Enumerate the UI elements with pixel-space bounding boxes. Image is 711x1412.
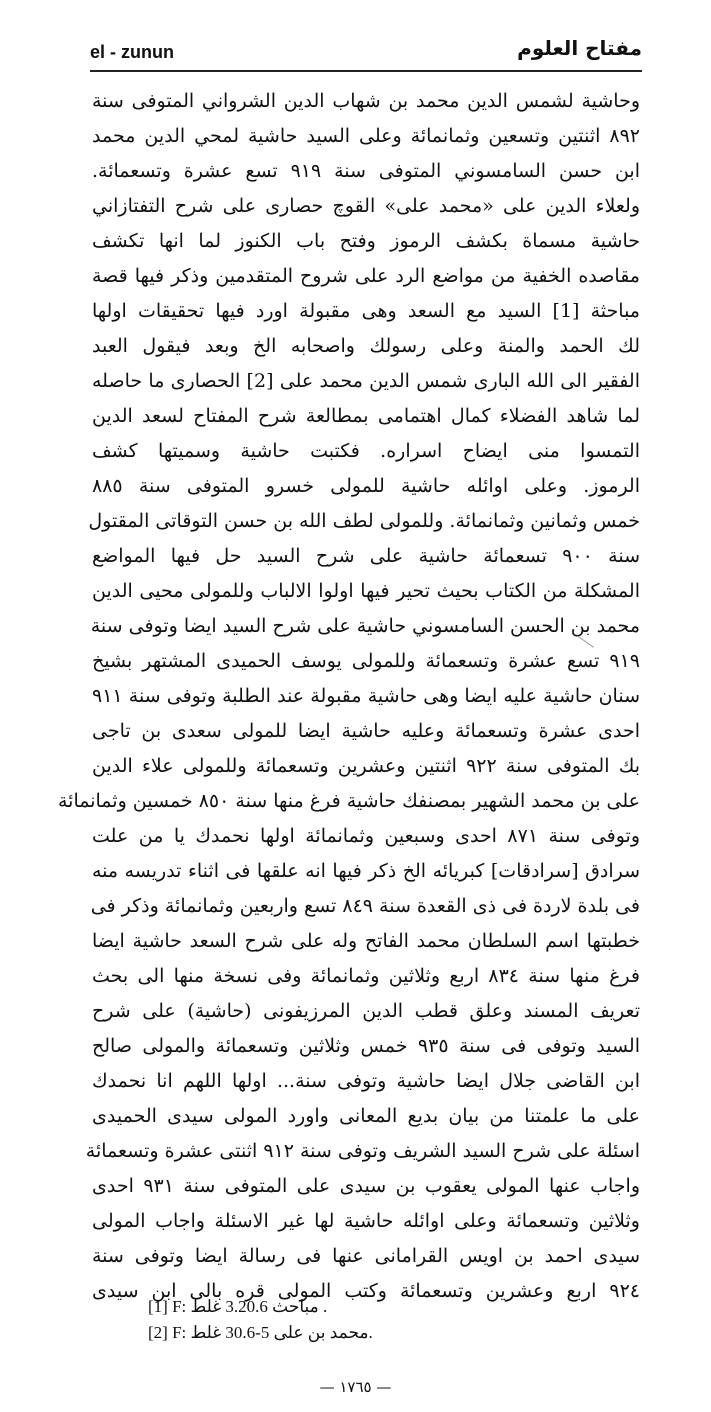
header-book-title-latin: el - zunun: [90, 42, 174, 62]
text-line: بك المتوفى سنة ٩٢٢ اثنتين وعشرين وتسعمائة وللمولى علاء الدين: [92, 755, 641, 777]
text-line: واجاب عنها المولى يعقوب بن سيدى على المتوفى سنة ٩٣١ احدى: [92, 1175, 640, 1197]
text-line: خطبتها اسم السلطان محمد الفاتح وله على شرح السعد حاشية ايضا: [92, 930, 640, 952]
text-line: ولعلاء الدين على «محمد على» القوچ حصارى على شرح التفتازاني: [92, 195, 640, 217]
text-line: خمس وثمانين وثمانمائة. وللمولى لطف الله بن حسن التوقاتى المقتول: [88, 510, 640, 532]
text-line: المشكلة من الكتاب بحيث تحير فيها اولوا الالباب وللمولى محيى الدين: [92, 580, 640, 602]
text-line: حاشية مسماة بكشف الرموز وفتح باب الكنوز لما انها تكشف: [92, 230, 640, 252]
text-line: وثلاثين وتسعمائة وعلى اوائله حاشية لها غير الاسئلة واجاب المولى: [92, 1210, 640, 1232]
text-line: سيدى احمد بن اويس القرامانى عنها فى رسالة ايضا وتوفى سنة: [92, 1245, 640, 1267]
text-line: ٨٩٢ اثنتين وتسعين وثمانمائة وعلى السيد حاشية لمحي الدين محمد: [92, 125, 640, 147]
text-line: اسئلة على شرح السيد الشريف وتوفى سنة ٩١٢ اثنتى عشرة وتسعمائة: [85, 1140, 640, 1162]
text-line: تعريف المسند وعلق قطب الدين المرزيفونى (حاشية) على شرح: [92, 1000, 640, 1022]
text-line: احدى عشرة وتسعمائة وعليه حاشية ايضا للمولى سعدى بن تاجى: [92, 720, 640, 742]
text-line: لما شاهد الفضلاء كمال اهتمامى بمطالعة شرح المفتاح لسعد الدين: [92, 405, 640, 427]
header-section-title: مفتاح العلوم: [517, 36, 642, 60]
footnote-1: [1] F: مباحث 3.20.6 غلط .: [148, 1297, 328, 1316]
text-line: على بن محمد الشهير بمصنفك حاشية فرغ منها سنة ٨٥٠ خمسين وثمانمائة: [57, 790, 640, 812]
text-line: الفقير الى الله البارى شمس الدين محمد على [2] الحصارى ما حاصله: [92, 370, 640, 392]
text-line: سنان حاشية عليه ايضا وهى حاشية مقبولة عند الطلبة وتوفى سنة ٩١١: [92, 685, 640, 707]
text-line: وحاشية لشمس الدين محمد بن شهاب الدين الشرواني المتوفى سنة: [92, 90, 640, 112]
text-line: السيد وتوفى فى سنة ٩٣٥ خمس وثلاثين وتسعمائة والمولى صالح: [92, 1035, 640, 1057]
text-line: فى بلدة لاردة فى ذى القعدة سنة ٨٤٩ تسع واربعين وثمانمائة وذكر فى: [90, 895, 640, 917]
text-line: ٩١٩ تسع عشرة وتسعمائة وللمولى يوسف الحميدى المشتهر بشيخ: [92, 650, 640, 672]
footnote-2: [2] F: محمد بن على 5-30.6 غلط.: [148, 1323, 373, 1342]
text-line: ابن حسن السامسوني المتوفى سنة ٩١٩ تسع عشرة وتسعمائة.: [92, 160, 641, 182]
footnotes: [148, 1294, 373, 1346]
text-line: وتوفى سنة ٨٧١ احدى وسبعين وثمانمائة اولها نحمدك يا من علت: [92, 825, 640, 847]
text-line: لك الحمد والمنة وعلى رسولك واصحابه الخ وبعد فيقول العبد: [92, 335, 640, 357]
page-number: — ١٧٦٥ —: [319, 1378, 392, 1396]
text-line: ابن القاضى جلال ايضا حاشية وتوفى سنة... اولها اللهم انا نحمدك: [92, 1070, 640, 1092]
header-rule: [90, 70, 642, 72]
text-line: ٩٢٤ اربع وعشرين وتسعمائة وكتب المولى قره بالى ابن سيدى: [92, 1280, 640, 1302]
body-text: [57, 84, 641, 1309]
text-line: مباحثة [1] السيد مع السعد وهى مقبولة اورد فيها تحقيقات اولها: [92, 300, 640, 322]
text-line: مقاصده الخفية من مواضع الرد على شروح المتقدمين وذكر فيها قصة: [92, 265, 640, 287]
text-line: فرغ منها سنة ٨٣٤ اربع وثلاثين وثمانمائة وفى نسخة منها الى بحث: [92, 965, 640, 987]
text-line: التمسوا منى ايضاح اسراره. فكتبت حاشية وسميتها كشف: [92, 440, 640, 462]
text-line: سرادق [سرادقات] كبريائه الخ ذكر فيها انه علقها فى اثناء تدريسه منه: [92, 860, 640, 882]
text-line: سنة ٩٠٠ تسعمائة حاشية على شرح السيد حل فيها المواضع: [92, 545, 640, 567]
text-line: الرموز. وعلى اوائله حاشية للمولى خسرو المتوفى سنة ٨٨٥: [92, 475, 640, 497]
text-line: على ما علمتنا من بيان بديع المعانى واورد المولى سيدى الحميدى: [92, 1105, 640, 1127]
page-header: [90, 34, 642, 64]
text-line: محمد بن الحسن السامسوني حاشية على شرح السيد ايضا وتوفى سنة: [90, 615, 640, 637]
